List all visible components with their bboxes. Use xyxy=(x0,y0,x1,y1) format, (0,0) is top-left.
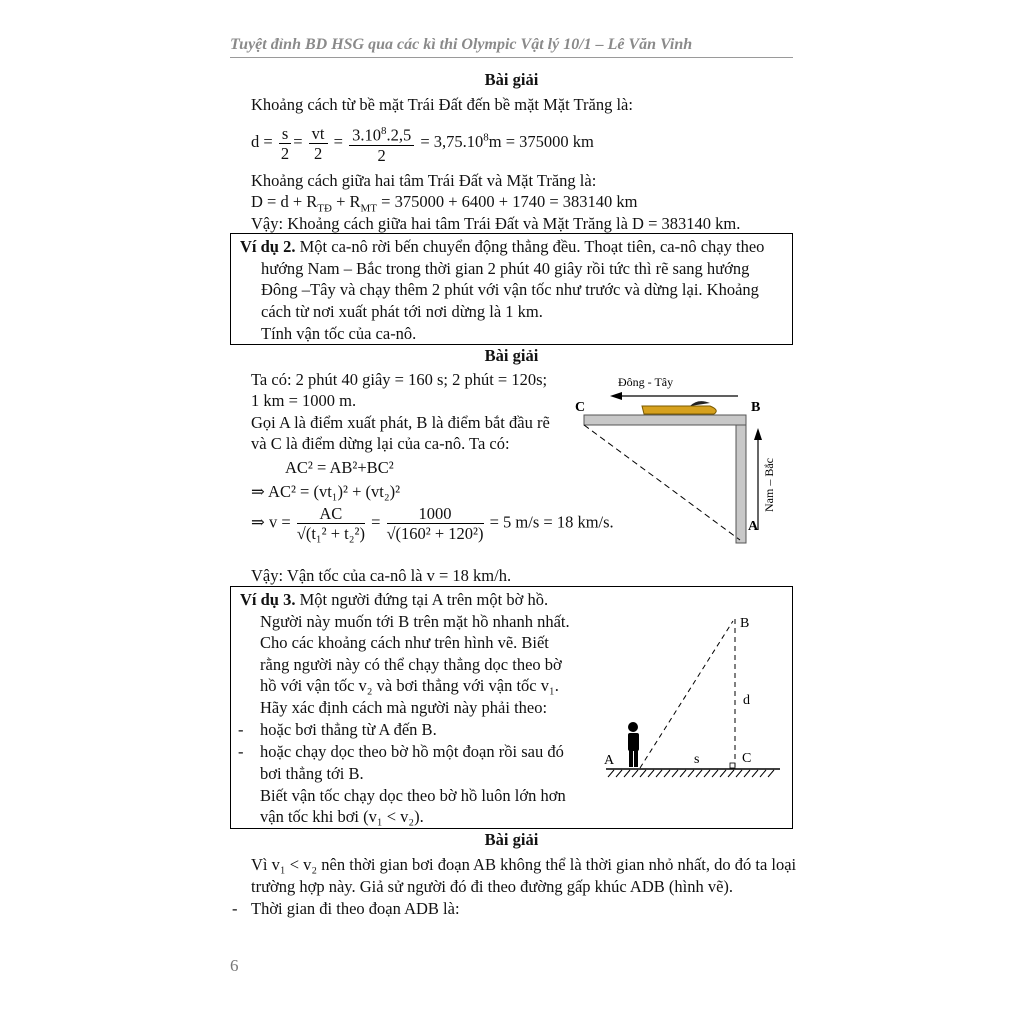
person-icon xyxy=(628,722,639,767)
running-header: Tuyệt đỉnh BD HSG qua các kì thi Olympic Vật lý 10/1 – Lê Văn Vinh xyxy=(230,36,693,53)
sol3-line1: Vì v₁ < v₂ nên thời gian bơi đoạn AB không thể là thời gian nhỏ nhất, do đó ta loại xyxy=(251,855,797,874)
ex2-line4: cách từ nơi xuất phát tới nơi dừng là 1 km. xyxy=(261,302,543,321)
point-C-label: C xyxy=(575,400,586,415)
dashed-path-ac xyxy=(584,425,740,540)
point-A-label: A xyxy=(604,753,615,768)
point-A-label: A xyxy=(748,519,759,534)
ex3-line9: bơi thẳng tới B. xyxy=(260,764,364,783)
eq-result-b: m = 375000 km xyxy=(488,132,594,152)
dashed-line-ab xyxy=(640,621,733,768)
ex3-line11: vận tốc khi bơi (v₁ < v₂). xyxy=(260,807,424,826)
point-B-label: B xyxy=(751,400,761,415)
solution-heading-1: Bài giải xyxy=(484,70,539,89)
sol2-eq2: ⇒ AC² = (vt₁)² + (vt₂)² xyxy=(251,482,401,501)
ex3-dash-1: - xyxy=(238,720,244,739)
ex3-line10: Biết vận tốc chạy dọc theo bờ hồ luôn lớn hơn xyxy=(260,786,566,805)
ex3-line2: Người này muốn tới B trên mặt hồ nhanh nhất. xyxy=(260,612,570,631)
eq-sign: = xyxy=(293,132,303,152)
sol1-equation-D: $D = d + R_{TĐ} + R_{MT} = 375000 + 6400 + 1740 = 383140$ km xyxy=(251,192,638,215)
canoe-figure xyxy=(570,370,790,550)
ex3-line1: Ví dụ 3. Một người đứng tại A trên một bờ hồ. xyxy=(240,590,549,609)
eq-sign: = xyxy=(371,512,381,532)
eq-d-label: d = xyxy=(251,132,273,152)
point-B-label: B xyxy=(740,616,750,631)
arrow-north-head xyxy=(754,428,762,440)
eq3-result: = 5 m/s = 18 km/s. xyxy=(489,512,614,532)
ex3-line7: hoặc bơi thẳng từ A đến B. xyxy=(260,720,437,739)
solution-heading-3: Bài giải xyxy=(484,830,539,849)
fraction-s-over-2: $\frac{s}{2}$ xyxy=(279,124,291,163)
sol2-eq1: AC² = AB²+BC² xyxy=(285,458,394,477)
sol1-equation-d xyxy=(251,122,594,165)
eq3-prefix: ⇒ v = xyxy=(251,512,291,532)
sol2-conclusion: Vậy: Vận tốc của ca-nô là v = 18 km/h. xyxy=(251,566,512,585)
north-south-track xyxy=(736,425,746,543)
header-rule xyxy=(230,57,793,58)
direction-label-nam-bac: Nam – Bắc xyxy=(762,458,776,512)
east-west-track xyxy=(584,415,746,425)
fraction-1000-over-root: $\frac{1000}{\text{√(160² + 120²)}}$ xyxy=(386,504,484,543)
ex3-line3: Cho các khoảng cách như trên hình vẽ. Biết xyxy=(260,633,549,652)
eq-sign: = xyxy=(333,132,343,152)
sol1-line3: Khoảng cách giữa hai tâm Trái Đất và Mặt Trăng là: xyxy=(251,171,597,190)
shore-hatching xyxy=(608,770,774,777)
fraction-ac-over-root: $\frac{AC}{\text{√(t₁² + t₂²)}}$ xyxy=(296,504,365,543)
sol2-line3: Gọi A là điểm xuất phát, B là điểm bắt đầu rẽ xyxy=(251,413,550,432)
direction-label-dong-tay: Đông - Tây xyxy=(618,375,674,389)
ex3-line6: Hãy xác định cách mà người này phải theo: xyxy=(260,698,548,717)
lake-figure xyxy=(600,605,790,787)
sol3-dash: - xyxy=(232,899,238,918)
ex3-dash-2: - xyxy=(238,742,244,761)
ex2-line5: Tính vận tốc của ca-nô. xyxy=(261,324,417,343)
right-angle-marker xyxy=(730,763,735,768)
point-C-label: C xyxy=(742,751,752,766)
sol1-line1: Khoảng cách từ bề mặt Trái Đất đến bề mặt Mặt Trăng là: xyxy=(251,95,633,114)
eq-result-a: = 3,75.10 xyxy=(420,132,484,152)
sol1-conclusion: Vậy: Khoảng cách giữa hai tâm Trái Đất và Mặt Trăng là D = 383140 km. xyxy=(251,214,741,233)
fraction-vt-over-2: $\frac{vt}{2}$ xyxy=(309,124,328,163)
solution-heading-2: Bài giải xyxy=(484,346,539,365)
sol3-line2: trường hợp này. Giả sử người đó đi theo đường gấp khúc ADB (hình vẽ). xyxy=(251,877,734,896)
ex3-line4: rằng người này có thể chạy thẳng dọc theo bờ xyxy=(260,655,562,674)
sol2-line2: 1 km = 1000 m. xyxy=(251,391,357,410)
sol2-line4: và C là điểm dừng lại của ca-nô. Ta có: xyxy=(251,434,510,453)
distance-d-label: d xyxy=(743,693,750,708)
sol2-line1: Ta có: 2 phút 40 giây = 160 s; 2 phút = 120s; xyxy=(251,370,548,389)
ex2-line3: Đông –Tây và chạy thêm 2 phút với vận tốc như trước và dừng lại. Khoảng xyxy=(261,280,759,299)
ex2-line2: hướng Nam – Bắc trong thời gian 2 phút 40 giây rồi tức thì rẽ sang hướng xyxy=(261,259,750,278)
sol2-eq3 xyxy=(251,504,614,543)
arrow-west-head xyxy=(610,392,622,400)
page-number: 6 xyxy=(230,956,239,975)
canoe-icon xyxy=(642,401,716,414)
ex3-line8: hoặc chạy dọc theo bờ hồ một đoạn rồi sau đó xyxy=(260,742,564,761)
ex3-line5: hồ với vận tốc v₂ và bơi thẳng với vận tốc v₁. xyxy=(260,676,559,695)
distance-s-label: s xyxy=(694,752,700,767)
ex2-line1: Ví dụ 2. Một ca-nô rời bến chuyển động thẳng đều. Thoạt tiên, ca-nô chạy theo xyxy=(240,237,765,256)
fraction-product-over-2: $\frac{3.10^8.2,5}{2}$ xyxy=(349,122,414,165)
sol3-line3: Thời gian đi theo đoạn ADB là: xyxy=(251,899,460,918)
eq-exp: 8 xyxy=(483,131,489,144)
